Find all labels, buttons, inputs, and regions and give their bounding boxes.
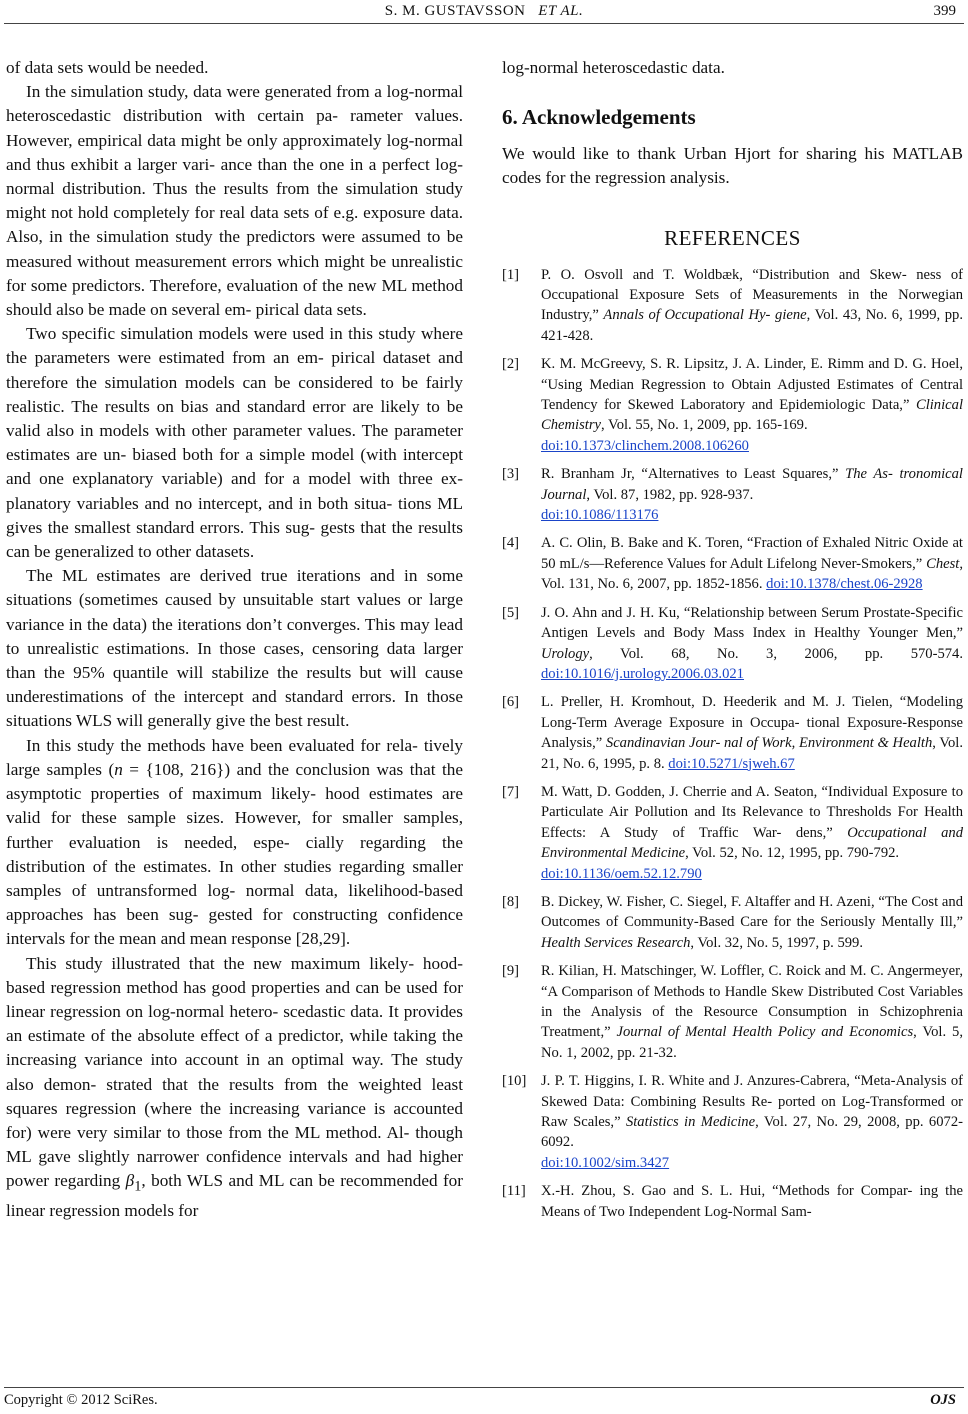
reference-list xyxy=(502,265,963,1222)
reference-item xyxy=(502,265,963,347)
reference-details: , Vol. 43, No. 6, 1999, pp. 421-428. xyxy=(541,307,964,344)
copyright-notice: Copyright © 2012 SciRes. xyxy=(4,1392,158,1408)
body-paragraph: of data sets would be needed. xyxy=(6,58,209,77)
reference-text xyxy=(541,354,963,456)
reference-text xyxy=(541,533,963,594)
journal-abbrev: OJS xyxy=(930,1392,956,1408)
reference-authors-title: J. P. T. Higgins, I. R. White and J. Anzures-Cabrera, “Meta-Analysis of Skewed Data: Combining Results Re- ported on Log-Transformed or Raw Scales,” xyxy=(541,1073,963,1131)
body-paragraph xyxy=(6,952,463,1224)
left-column xyxy=(6,56,463,1223)
page-number: 399 xyxy=(933,3,956,19)
references-heading: REFERENCES xyxy=(664,225,801,250)
reference-details: , Vol. 5, No. 1, 2002, pp. 21-32. xyxy=(541,1024,963,1061)
running-title-authors: S. M. GUSTAVSSON xyxy=(384,3,526,19)
reference-text xyxy=(541,1071,963,1173)
reference-journal: Occupational and Environmental Medicine xyxy=(541,824,963,862)
reference-item xyxy=(502,692,963,774)
reference-details: , Vol. 55, No. 1, 2009, pp. 165-169. xyxy=(601,417,808,434)
reference-details: , Vol. 32, No. 5, 1997, p. 599. xyxy=(690,934,863,951)
reference-journal: Scandinavian Jour- nal of Work, Environment & Health xyxy=(605,735,933,752)
body-paragraph xyxy=(6,734,463,952)
body-paragraph: In the simulation study, data were generated from a log-normal heteroscedastic distribution with certain pa- rameter values. However, empirical data might be only approximately log-normal and thus exhibit a larger vari- ance than the one in a perfect log-normal distribution. Thus the results from the simulation study might not hold completely for real data sets of e.g. exposure data. Also, in the simulation study the predictors were assumed to be measured without measurement errors which might be unrealistic for some predictors. Therefore, evaluation of the new ML method should also be made on several em- pirical data sets. xyxy=(6,82,463,320)
reference-text xyxy=(541,265,963,347)
reference-item xyxy=(502,603,963,685)
running-title-etal: ET AL. xyxy=(538,3,584,19)
page-header xyxy=(0,0,968,22)
reference-item xyxy=(502,961,963,1063)
reference-doi-link[interactable]: doi:10.1373/clinchem.2008.106260 xyxy=(541,437,749,454)
reference-doi-link[interactable]: doi:10.1002/sim.3427 xyxy=(541,1154,670,1171)
reference-authors-title: L. Preller, H. Kromhout, D. Heederik and M. J. Tielen, “Modeling Long-Term Average Exposure in Occupa- tional Exposure-Response Analysis,” xyxy=(541,694,963,752)
acknowledgements-heading: 6. Acknowledgements xyxy=(502,105,696,130)
footer-rule xyxy=(4,1387,964,1388)
reference-doi-link[interactable]: doi:10.1016/j.urology.2006.03.021 xyxy=(541,665,744,682)
reference-details: , Vol. 52, No. 12, 1995, pp. 790-792. xyxy=(685,845,900,862)
reference-details: , Vol. 68, No. 3, 2006, pp. 570-574. xyxy=(589,645,963,662)
reference-number: [10] xyxy=(502,1073,527,1090)
reference-doi-link[interactable]: doi:10.5271/sjweh.67 xyxy=(668,755,795,772)
reference-text xyxy=(541,961,963,1063)
body-paragraph: The ML estimates are derived true iterations and in some situations (sometimes caused by unsuitable start values or large variance in the data) the iterations don’t converges. This may lead to unrealistic estimations. In those cases, censoring data larger than the 95% quantile will stabilize the results but will cause underestimations of the intercept and standard errors. In those situations WLS will generally give the best result. xyxy=(6,566,463,731)
reference-journal: The As- tronomical Journal xyxy=(541,466,963,503)
reference-authors-title: R. Kilian, H. Matschinger, W. Loffler, C. Roick and M. C. Angermeyer, “A Comparison of Methods to Handle Skew Distributed Cost Variables in the Analysis of the Resource Consumption in Schizophrenia Treatment,” xyxy=(541,963,963,1041)
math-n: n xyxy=(114,759,123,779)
reference-number: [4] xyxy=(502,535,520,552)
reference-authors-title: B. Dickey, W. Fisher, C. Siegel, F. Altaffer and H. Azeni, “The Cost and Outcomes of Community-Based Care for the Seriously Mentally Ill,” xyxy=(541,893,963,931)
reference-item xyxy=(502,354,963,456)
reference-journal: Chest xyxy=(926,555,960,572)
reference-item xyxy=(502,1071,963,1173)
right-column xyxy=(502,56,963,1230)
reference-number: [1] xyxy=(502,266,520,283)
text-run: = {108, 216}) and the conclusion was that the asymptotic properties of maximum likely- hood estimates are valid for these sample sizes. However, for smaller samples, further evaluation is needed, espe- cially regarding the distribution of the estimates. In other studies regarding smaller samples of untransformed log- normal data, likelihood-based approaches has been sug- gested for constructing confidence intervals for the mean and mean response [28,29]. xyxy=(6,759,464,949)
reference-authors-title: X.-H. Zhou, S. Gao and S. L. Hui, “Methods for Compar- ing the Means of Two Independent Log-Normal Sam- xyxy=(541,1183,963,1220)
text-run: In this study the methods have been evaluated for rela- tively large samples ( xyxy=(6,735,463,779)
reference-journal: Journal of Mental Health Policy and Economics xyxy=(616,1024,914,1041)
reference-item xyxy=(502,892,963,953)
reference-item xyxy=(502,1181,963,1222)
reference-journal: Statistics in Medicine xyxy=(625,1114,756,1131)
reference-doi-link[interactable]: doi:10.1378/chest.06-2928 xyxy=(766,576,923,593)
reference-doi-link[interactable]: doi:10.1136/oem.52.12.790 xyxy=(541,865,702,882)
reference-number: [7] xyxy=(502,783,520,800)
reference-details: , Vol. 27, No. 29, 2008, pp. 6072-6092. xyxy=(541,1114,963,1151)
reference-authors-title: J. O. Ahn and J. H. Ku, “Relationship between Serum Prostate-Specific Antigen Levels and Body Mass Index in Healthy Younger Men,” xyxy=(541,604,963,642)
page-footer xyxy=(0,1390,968,1412)
body-paragraph: Two specific simulation models were used in this study where the parameters were estimated from an em- pirical dataset and therefore the simulation models can be considered to be fairly realistic. The results on bias and standard error are likely to be valid also in models with other parameter values. The parameter estimates are un- biased both for a simple model (with intercept and one explanatory variable) and for a model with three ex- planatory variables and no intercept, and in both situa- tions ML gives the smallest standard errors. This sug- gests that the results can be generalized to other datasets. xyxy=(6,324,463,562)
reference-number: [3] xyxy=(502,466,520,483)
reference-number: [11] xyxy=(502,1183,526,1200)
text-run: This study illustrated that the new maximum likely- hood-based regression method has good properties and can be used for linear regression on log-normal hetero- scedastic data. It provides an estimate of the absolute effect of a predictor, while taking the increasing variance into account in an optimal way. The study also demon- strated that the results from the weighted least squares regression (where the increasing variance is accounted for) were very similar to those from the ML method. Al- though ML gave slightly narrower confidence intervals and had higher power regarding xyxy=(6,953,463,1191)
math-beta: β xyxy=(125,1171,135,1191)
acknowledgements-text: We would like to thank Urban Hjort for sharing his MATLAB codes for the regression analysis. xyxy=(502,144,963,188)
reference-number: [2] xyxy=(502,356,520,373)
reference-item xyxy=(502,464,963,525)
reference-journal: Urology xyxy=(541,645,590,662)
reference-authors-title: A. C. Olin, B. Bake and K. Toren, “Fraction of Exhaled Nitric Oxide at 50 mL/s—Reference Values for Adult Lifelong Never-Smokers,” xyxy=(541,535,963,572)
reference-details: , Vol. 131, No. 6, 2007, pp. 1852-1856. xyxy=(541,555,963,593)
reference-number: [5] xyxy=(502,604,520,621)
reference-number: [6] xyxy=(502,694,520,711)
math-subscript: 1 xyxy=(134,1178,142,1195)
reference-doi-link[interactable]: doi:10.1086/113176 xyxy=(541,507,659,524)
reference-authors-title: R. Branham Jr, “Alternatives to Least Squares,” xyxy=(541,466,846,483)
reference-details: , Vol. 87, 1982, pp. 928-937. xyxy=(586,486,754,503)
reference-item xyxy=(502,782,963,884)
reference-authors-title: M. Watt, D. Godden, J. Cherrie and A. Seaton, “Individual Exposure to Particulate Air Pollution and Its Relevance to Thresholds For Health Effects: A Study of Traffic War- dens,” xyxy=(541,783,963,841)
reference-journal: Annals of Occupational Hy- giene xyxy=(603,307,807,324)
reference-number: [9] xyxy=(502,963,520,980)
running-title xyxy=(0,3,968,20)
reference-text xyxy=(541,464,963,525)
reference-number: [8] xyxy=(502,893,520,910)
body-paragraph: log-normal heteroscedastic data. xyxy=(502,58,725,77)
reference-journal: Clinical Chemistry xyxy=(541,397,963,434)
reference-text xyxy=(541,892,963,953)
reference-item xyxy=(502,533,963,594)
reference-text xyxy=(541,603,963,685)
reference-authors-title: P. O. Osvoll and T. Woldbæk, “Distribution and Skew- ness of Occupational Exposure Sets of Measurements in the Norwegian Industry,” xyxy=(541,266,963,324)
header-rule xyxy=(4,23,964,24)
reference-journal: Health Services Research xyxy=(541,934,691,951)
reference-text xyxy=(541,782,963,884)
text-run: , both WLS and ML can be recommended for linear regression models for xyxy=(6,1171,464,1220)
reference-details: , Vol. 21, No. 6, 1995, p. 8. xyxy=(541,735,963,772)
reference-text xyxy=(541,692,963,774)
reference-text xyxy=(541,1181,963,1222)
reference-authors-title: K. M. McGreevy, S. R. Lipsitz, J. A. Linder, E. Rimm and D. G. Hoel, “Using Median Regression to Obtain Adjusted Estimates of Central Tendency for Skewed Laboratory and Epidemiologic Data,” xyxy=(541,356,963,414)
